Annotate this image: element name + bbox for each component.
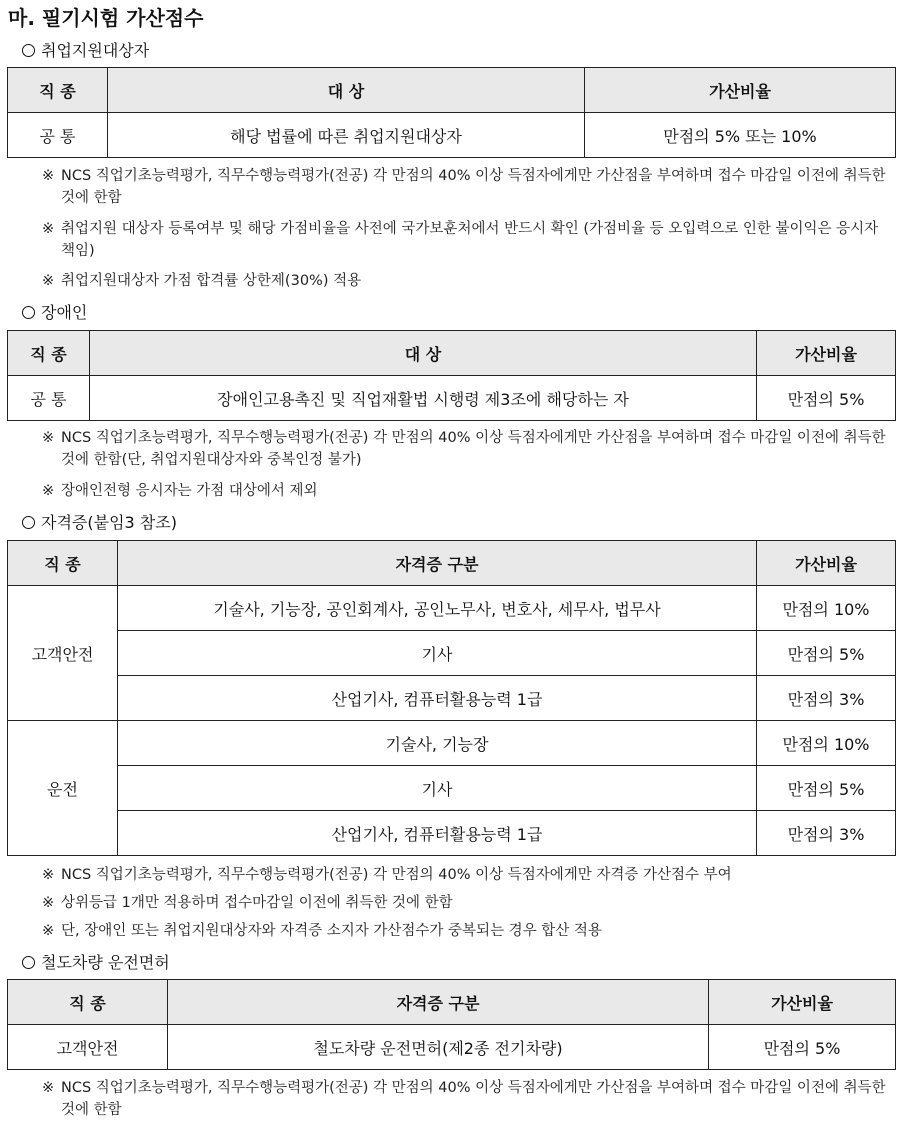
cell-certificate: 기사 bbox=[118, 766, 757, 811]
subsection-heading-disabled bbox=[22, 300, 87, 323]
reference-mark: ※ bbox=[42, 221, 55, 237]
header-rate: 가산비율 bbox=[585, 68, 896, 113]
subsection-heading-text: 철도차량 운전면허 bbox=[41, 953, 170, 972]
cell-certificate: 산업기사, 컴퓨터활용능력 1급 bbox=[118, 811, 757, 856]
note bbox=[42, 864, 887, 886]
note bbox=[42, 270, 887, 292]
cell-certificate: 기술사, 기능장 bbox=[118, 721, 757, 766]
rail-license-table bbox=[7, 979, 896, 1070]
table-row bbox=[8, 1025, 896, 1070]
note-text: 장애인전형 응시자는 가점 대상에서 제외 bbox=[61, 483, 318, 499]
cell-job-group: 고객안전 bbox=[8, 586, 118, 721]
header-rate: 가산비율 bbox=[757, 331, 896, 376]
certificates-table bbox=[7, 540, 896, 856]
note bbox=[42, 480, 887, 502]
veterans-table bbox=[7, 67, 896, 158]
reference-mark: ※ bbox=[42, 430, 55, 446]
cell-rate: 만점의 5% 또는 10% bbox=[585, 113, 896, 158]
cell-rate: 만점의 5% bbox=[757, 376, 896, 421]
cell-rate: 만점의 5% bbox=[757, 766, 896, 811]
reference-mark: ※ bbox=[42, 273, 55, 289]
reference-mark: ※ bbox=[42, 867, 55, 883]
table-header-row bbox=[8, 980, 896, 1025]
cell-certificate: 산업기사, 컴퓨터활용능력 1급 bbox=[118, 676, 757, 721]
reference-mark: ※ bbox=[42, 483, 55, 499]
subsection-heading-rail-license bbox=[22, 950, 170, 973]
table-row bbox=[8, 721, 896, 766]
cell-job-group: 운전 bbox=[8, 721, 118, 856]
note bbox=[42, 218, 887, 262]
cell-target: 해당 법률에 따른 취업지원대상자 bbox=[108, 113, 585, 158]
header-job: 직 종 bbox=[8, 980, 168, 1025]
note-text: 상위등급 1개만 적용하며 접수마감일 이전에 취득한 것에 한함 bbox=[61, 895, 453, 911]
cell-rate: 만점의 3% bbox=[757, 676, 896, 721]
cell-rate: 만점의 5% bbox=[709, 1025, 896, 1070]
table-row bbox=[8, 631, 896, 676]
cell-rate: 만점의 3% bbox=[757, 811, 896, 856]
note-text: NCS 직업기초능력평가, 직무수행능력평가(전공) 각 만점의 40% 이상 득점자에게만 자격증 가산점수 부여 bbox=[61, 867, 732, 883]
cell-job: 고객안전 bbox=[8, 1025, 168, 1070]
header-target: 대 상 bbox=[108, 68, 585, 113]
table-header-row bbox=[8, 68, 896, 113]
subsection-heading-text: 자격증(붙임3 참조) bbox=[41, 513, 177, 532]
subsection-heading-text: 취업지원대상자 bbox=[41, 41, 150, 60]
note bbox=[42, 427, 887, 471]
table-row bbox=[8, 113, 896, 158]
cell-target: 장애인고용촉진 및 직업재활법 시행령 제3조에 해당하는 자 bbox=[90, 376, 757, 421]
table-header-row bbox=[8, 541, 896, 586]
circle-bullet-icon bbox=[22, 44, 35, 57]
header-target: 대 상 bbox=[90, 331, 757, 376]
reference-mark: ※ bbox=[42, 1080, 55, 1096]
cell-job: 공 통 bbox=[8, 376, 90, 421]
subsection-heading-text: 장애인 bbox=[41, 303, 88, 322]
table-row bbox=[8, 586, 896, 631]
cell-certificate: 기사 bbox=[118, 631, 757, 676]
note bbox=[42, 1077, 887, 1121]
subsection-heading-certificates bbox=[22, 510, 177, 533]
section-title: 마. 필기시험 가산점수 bbox=[8, 6, 204, 30]
cell-rate: 만점의 10% bbox=[757, 586, 896, 631]
disabled-table bbox=[7, 330, 896, 421]
reference-mark: ※ bbox=[42, 895, 55, 911]
table-row bbox=[8, 811, 896, 856]
cell-rate: 만점의 10% bbox=[757, 721, 896, 766]
subsection-heading-veterans bbox=[22, 38, 149, 61]
reference-mark: ※ bbox=[42, 923, 55, 939]
note-text: 단, 장애인 또는 취업지원대상자와 자격증 소지자 가산점수가 중복되는 경우 합산 적용 bbox=[61, 923, 602, 939]
note bbox=[42, 892, 887, 914]
header-rate: 가산비율 bbox=[709, 980, 896, 1025]
header-certificate: 자격증 구분 bbox=[118, 541, 757, 586]
table-header-row bbox=[8, 331, 896, 376]
note-text: NCS 직업기초능력평가, 직무수행능력평가(전공) 각 만점의 40% 이상 득점자에게만 가산점을 부여하며 접수 마감일 이전에 취득한 것에 한함 bbox=[61, 168, 886, 206]
table-row bbox=[8, 676, 896, 721]
header-certificate: 자격증 구분 bbox=[168, 980, 709, 1025]
table-row bbox=[8, 376, 896, 421]
note-text: 취업지원 대상자 등록여부 및 해당 가점비율을 사전에 국가보훈처에서 반드시 확인 (가점비율 등 오입력으로 인한 불이익은 응시자 책임) bbox=[61, 221, 879, 259]
header-job: 직 종 bbox=[8, 68, 108, 113]
note-text: NCS 직업기초능력평가, 직무수행능력평가(전공) 각 만점의 40% 이상 득점자에게만 가산점을 부여하며 접수 마감일 이전에 취득한 것에 한함 bbox=[61, 1080, 886, 1118]
note bbox=[42, 165, 887, 209]
header-rate: 가산비율 bbox=[757, 541, 896, 586]
note-text: NCS 직업기초능력평가, 직무수행능력평가(전공) 각 만점의 40% 이상 득점자에게만 가산점을 부여하며 접수 마감일 이전에 취득한 것에 한함(단, 취업지원대상자와 중복인정 불가) bbox=[61, 430, 886, 468]
cell-rate: 만점의 5% bbox=[757, 631, 896, 676]
circle-bullet-icon bbox=[22, 306, 35, 319]
header-job: 직 종 bbox=[8, 541, 118, 586]
circle-bullet-icon bbox=[22, 956, 35, 969]
circle-bullet-icon bbox=[22, 516, 35, 529]
table-row bbox=[8, 766, 896, 811]
header-job: 직 종 bbox=[8, 331, 90, 376]
note-text: 취업지원대상자 가점 합격률 상한제(30%) 적용 bbox=[61, 273, 362, 289]
reference-mark: ※ bbox=[42, 168, 55, 184]
cell-certificate: 기술사, 기능장, 공인회계사, 공인노무사, 변호사, 세무사, 법무사 bbox=[118, 586, 757, 631]
cell-certificate: 철도차량 운전면허(제2종 전기차량) bbox=[168, 1025, 709, 1070]
note bbox=[42, 920, 887, 942]
cell-job: 공 통 bbox=[8, 113, 108, 158]
